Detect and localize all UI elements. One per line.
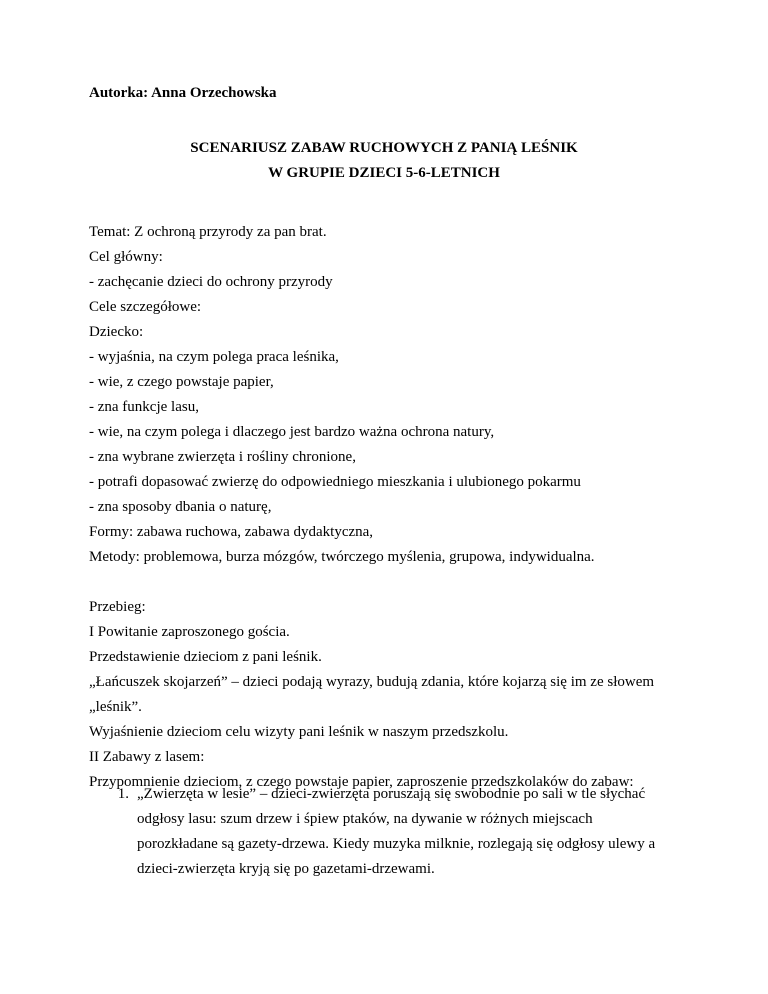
detailed-goals-heading: Cele szczegółowe: xyxy=(89,299,202,315)
section-2-heading: II Zabawy z lasem: xyxy=(89,749,205,765)
goal-item: - potrafi dopasować zwierzę do odpowiedniego mieszkania i ulubionego pokarmu xyxy=(89,474,581,490)
goal-item: - zna funkcje lasu, xyxy=(89,399,199,415)
list-item-text xyxy=(137,782,689,882)
course-heading: Przebieg: xyxy=(89,599,146,615)
chain-line-1: „Łańcuszek skojarzeń” – dzieci podają wyrazy, budują zdania, które kojarzą się im ze słowem xyxy=(89,674,655,690)
goal-item: - wyjaśnia, na czym polega praca leśnika, xyxy=(89,349,339,365)
goal-item: - wie, na czym polega i dlaczego jest bardzo ważna ochrona natury, xyxy=(89,424,495,440)
list-item-line: odgłosy lasu: szum drzew i śpiew ptaków, na dywanie w różnych miejscach xyxy=(137,811,593,827)
list-item-line: „Zwierzęta w lesie” – dzieci-zwierzęta poruszają się swobodnie po sali w tle słychać xyxy=(137,786,646,802)
list-item-line: dzieci-zwierzęta kryją się po gazetami-drzewami. xyxy=(137,861,435,877)
document-body xyxy=(89,220,689,795)
methods-line: Metody: problemowa, burza mózgów, twórczego myślenia, grupowa, indywidualna. xyxy=(89,549,595,565)
goal-item: - zna wybrane zwierzęta i rośliny chronione, xyxy=(89,449,356,465)
goal-item: - zna sposoby dbania o naturę, xyxy=(89,499,272,515)
document-title-line-1: SCENARIUSZ ZABAW RUCHOWYCH Z PANIĄ LEŚNIK xyxy=(190,140,578,156)
section-1-heading: I Powitanie zaproszonego gościa. xyxy=(89,624,290,640)
paragraph-gap xyxy=(89,570,689,595)
explain-line: Wyjaśnienie dzieciom celu wizyty pani leśnik w naszym przedszkolu. xyxy=(89,724,509,740)
child-heading: Dziecko: xyxy=(89,324,144,340)
intro-line: Przedstawienie dzieciom z pani leśnik. xyxy=(89,649,322,665)
forms-line: Formy: zabawa ruchowa, zabawa dydaktyczna, xyxy=(89,524,374,540)
list-item-line: porozkładane są gazety-drzewa. Kiedy muzyka milknie, rozlegają się odgłosy ulewy a xyxy=(137,836,656,852)
document-title-line-2: W GRUPIE DZIECI 5-6-LETNICH xyxy=(268,165,500,181)
main-goal: - zachęcanie dzieci do ochrony przyrody xyxy=(89,274,333,290)
list-number: 1. xyxy=(117,786,129,802)
goal-item: - wie, z czego powstaje papier, xyxy=(89,374,274,390)
topic-line: Temat: Z ochroną przyrody za pan brat. xyxy=(89,224,327,240)
reminder-line: Przypomnienie dzieciom, z czego powstaje papier, zaproszenie przedszkolaków do zabaw: xyxy=(89,774,634,790)
chain-line-2: „leśnik”. xyxy=(89,699,142,715)
author-line: Autorka: Anna Orzechowska xyxy=(89,85,277,101)
main-goal-heading: Cel główny: xyxy=(89,249,163,265)
numbered-list xyxy=(89,782,689,882)
list-item xyxy=(89,782,689,882)
